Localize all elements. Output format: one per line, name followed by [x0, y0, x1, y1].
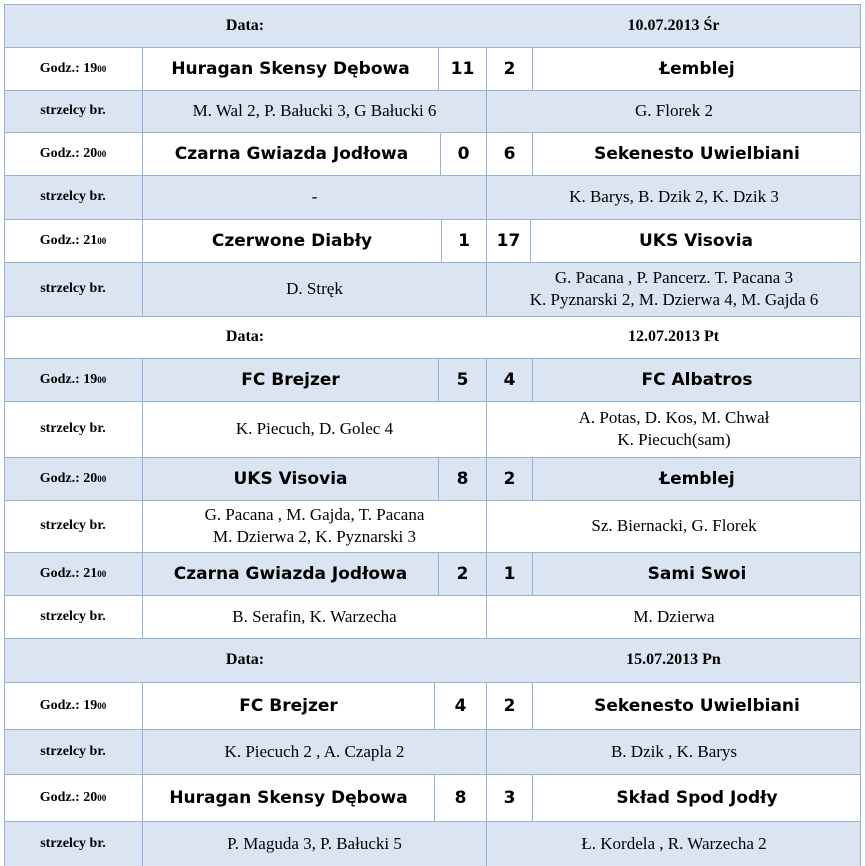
row-divider — [4, 358, 861, 359]
home-team: Huragan Skensy Dębowa — [142, 774, 434, 821]
home-team: Czarna Gwiazda Jodłowa — [142, 132, 440, 175]
away-team: Łemblej — [532, 457, 861, 500]
scorers-label: strzelcy br. — [40, 743, 106, 759]
scorers-row — [4, 175, 861, 219]
home-scorers — [142, 729, 486, 774]
kickoff-time-text: Godz.: 20 — [39, 789, 98, 805]
away-team: Sekenesto Uwielbiani — [532, 132, 861, 175]
home-scorers — [142, 175, 486, 219]
scorers-row — [4, 262, 861, 316]
away-team: FC Albatros — [532, 358, 861, 401]
away-score: 2 — [486, 457, 532, 500]
kickoff-time: Godz.: 21 00 — [39, 565, 107, 581]
row-divider — [4, 401, 861, 402]
away-scorers-line: K. Pyznarski 2, M. Dzierwa 4, M. Gajda 6 — [529, 290, 819, 309]
home-score: 2 — [438, 552, 486, 595]
kickoff-time: Godz.: 19 00 — [39, 697, 107, 713]
kickoff-time: Godz.: 20 00 — [39, 470, 107, 486]
date-row — [4, 638, 861, 682]
match-row — [4, 358, 861, 401]
home-score: 4 — [434, 682, 486, 729]
away-score: 17 — [486, 219, 530, 262]
away-team: Sami Swoi — [532, 552, 861, 595]
home-score: 8 — [438, 457, 486, 500]
away-score: 4 — [486, 358, 532, 401]
row-divider — [4, 552, 861, 553]
scorers-row — [4, 90, 861, 132]
row-divider — [4, 219, 861, 220]
away-scorers — [486, 595, 861, 638]
row-divider — [4, 682, 861, 683]
away-scorers — [486, 729, 861, 774]
kickoff-time: Godz.: 20 00 — [39, 789, 107, 805]
kickoff-time-text: Godz.: 20 — [39, 145, 98, 161]
scorers-label: strzelcy br. — [40, 281, 106, 296]
kickoff-time: Godz.: 19 00 — [39, 371, 107, 387]
away-score: 2 — [486, 47, 532, 90]
home-team: Czerwone Diabły — [142, 219, 441, 262]
date-label: Data: — [225, 16, 265, 34]
scorers-label: strzelcy br. — [40, 103, 106, 118]
away-scorers-line: B. Dzik , K. Barys — [610, 741, 738, 761]
away-scorers — [486, 401, 861, 457]
date-value: 10.07.2013 Śr — [627, 16, 720, 34]
away-scorers-line: M. Dzierwa — [633, 606, 715, 626]
away-scorers-line: G. Pacana , P. Pancerz. T. Pacana 3 — [554, 268, 794, 287]
scorers-label: strzelcy br. — [40, 189, 106, 204]
date-label: Data: — [225, 651, 265, 668]
match-row — [4, 132, 861, 175]
kickoff-time: Godz.: 21 00 — [39, 232, 107, 248]
row-divider — [4, 500, 861, 501]
match-row — [4, 774, 861, 821]
kickoff-time-text: Godz.: 19 — [39, 697, 98, 713]
scorers-row — [4, 729, 861, 774]
scorers-row — [4, 821, 861, 866]
home-scorers-line: G. Pacana , M. Gajda, T. Pacana — [204, 505, 425, 524]
row-divider — [4, 595, 861, 596]
row-divider — [4, 457, 861, 458]
date-row — [4, 316, 861, 358]
home-scorers — [142, 401, 486, 457]
home-score: 1 — [441, 219, 486, 262]
kickoff-time-text: Godz.: 21 — [39, 565, 98, 581]
home-scorers-line: D. Stręk — [286, 279, 343, 298]
home-team: FC Brejzer — [142, 358, 438, 401]
home-scorers — [142, 821, 486, 866]
scorers-row — [4, 595, 861, 638]
row-divider — [4, 262, 861, 263]
home-scorers-line: M. Wal 2, P. Bałucki 3, G Bałucki 6 — [192, 101, 437, 120]
away-score: 1 — [486, 552, 532, 595]
away-team: Łemblej — [532, 47, 861, 90]
home-scorers — [142, 90, 486, 132]
row-divider — [4, 821, 861, 822]
row-divider — [4, 4, 861, 5]
row-divider — [4, 90, 861, 91]
scorers-label: strzelcy br. — [40, 421, 106, 436]
scorers-label: strzelcy br. — [40, 608, 106, 624]
home-scorers — [142, 500, 486, 552]
kickoff-time: Godz.: 20 00 — [39, 145, 107, 161]
away-scorers — [486, 90, 861, 132]
home-team: Czarna Gwiazda Jodłowa — [142, 552, 438, 595]
row-divider — [4, 729, 861, 730]
home-score: 5 — [438, 358, 486, 401]
home-score: 8 — [434, 774, 486, 821]
date-value: 12.07.2013 Pt — [627, 328, 720, 345]
away-scorers — [486, 500, 861, 552]
away-scorers-line: Sz. Biernacki, G. Florek — [591, 516, 757, 535]
home-team: Huragan Skensy Dębowa — [142, 47, 438, 90]
match-row — [4, 219, 861, 262]
away-score: 2 — [486, 682, 532, 729]
date-row — [4, 4, 861, 47]
row-divider — [4, 316, 861, 317]
away-score: 6 — [486, 132, 532, 175]
away-team: Sekenesto Uwielbiani — [532, 682, 861, 729]
kickoff-time-text: Godz.: 19 — [39, 60, 98, 76]
row-divider — [4, 132, 861, 133]
home-scorers — [142, 595, 486, 638]
away-team: UKS Visovia — [530, 219, 861, 262]
away-scorers — [486, 262, 861, 316]
row-divider — [4, 774, 861, 775]
row-divider — [4, 175, 861, 176]
home-scorers — [142, 262, 486, 316]
match-row — [4, 682, 861, 729]
away-score: 3 — [486, 774, 532, 821]
kickoff-time: Godz.: 19 00 — [39, 60, 107, 76]
away-scorers-line: G. Florek 2 — [635, 101, 713, 120]
home-team: UKS Visovia — [142, 457, 438, 500]
kickoff-time-text: Godz.: 20 — [39, 470, 98, 486]
away-scorers — [486, 175, 861, 219]
home-scorers-line: K. Piecuch 2 , A. Czapla 2 — [224, 741, 405, 761]
date-value: 15.07.2013 Pn — [626, 651, 721, 668]
away-scorers-line: K. Piecuch(sam) — [617, 430, 731, 449]
row-divider — [4, 47, 861, 48]
home-scorers-line: - — [311, 187, 318, 206]
home-team: FC Brejzer — [142, 682, 434, 729]
match-row — [4, 552, 861, 595]
row-divider — [4, 638, 861, 639]
away-scorers-line: K. Barys, B. Dzik 2, K. Dzik 3 — [569, 187, 779, 206]
away-scorers-line: A. Potas, D. Kos, M. Chwał — [578, 408, 770, 427]
match-row — [4, 47, 861, 90]
home-scorers-line: K. Piecuch, D. Golec 4 — [235, 419, 394, 438]
scorers-row — [4, 401, 861, 457]
kickoff-time-text: Godz.: 21 — [39, 232, 98, 248]
home-score: 0 — [440, 132, 486, 175]
away-scorers-line: Ł. Kordela , R. Warzecha 2 — [581, 833, 767, 853]
kickoff-time-text: Godz.: 19 — [39, 371, 98, 387]
away-scorers — [486, 821, 861, 866]
home-scorers-line: M. Dzierwa 2, K. Pyznarski 3 — [212, 527, 416, 546]
away-team: Skład Spod Jodły — [532, 774, 861, 821]
scorers-label: strzelcy br. — [40, 518, 106, 533]
home-scorers-line: P. Maguda 3, P. Bałucki 5 — [227, 833, 402, 853]
match-row — [4, 457, 861, 500]
date-label: Data: — [225, 328, 265, 345]
home-scorers-line: B. Serafin, K. Warzecha — [232, 606, 397, 626]
scorers-label: strzelcy br. — [40, 835, 106, 851]
scorers-row — [4, 500, 861, 552]
home-score: 11 — [438, 47, 486, 90]
